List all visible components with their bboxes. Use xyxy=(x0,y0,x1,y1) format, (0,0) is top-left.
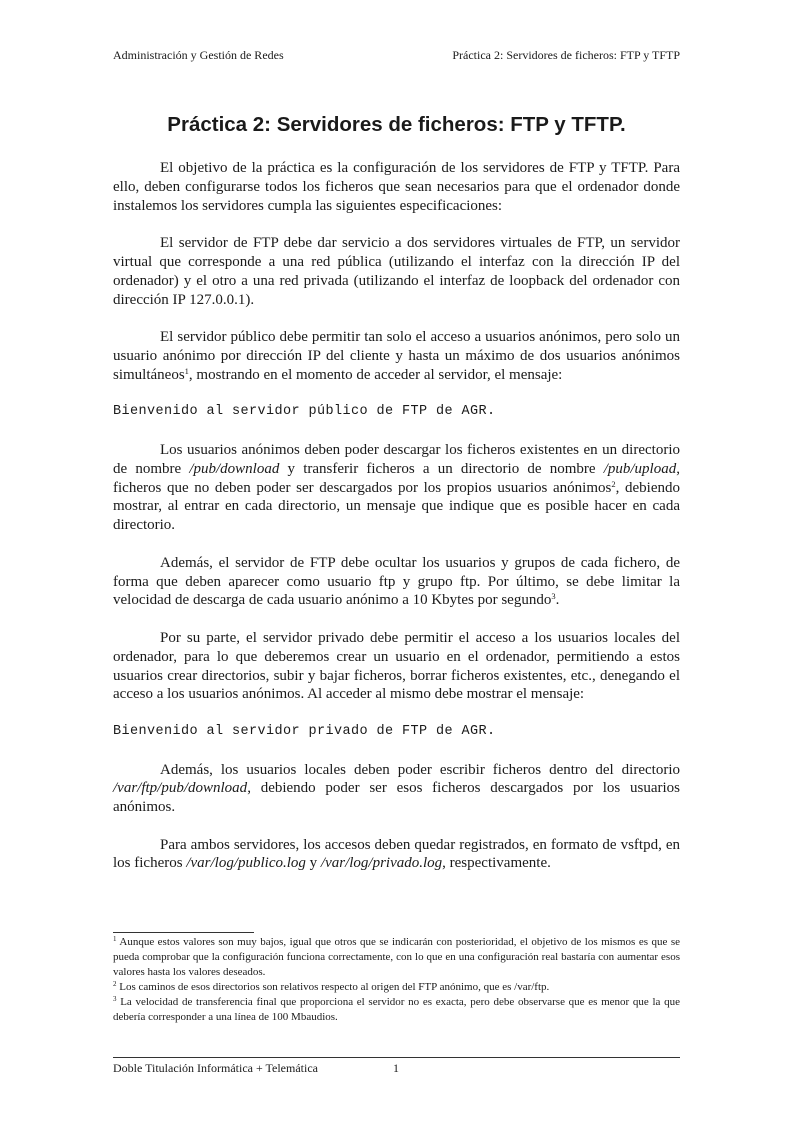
header-course: Administración y Gestión de Redes xyxy=(113,48,284,62)
paragraph-local-users: Además, los usuarios locales deben poder escribir ficheros dentro del directorio /var/ftp/pub/download, debiendo poder ser esos ficheros descargados por los usuarios anónimos. xyxy=(113,761,680,816)
paragraph-private-server: Por su parte, el servidor privado debe permitir el acceso a los usuarios locales del ordenador, para lo que deberemos crear un usuario en el ordenador, permitiendo a estos usuarios crear directorios, subir y bajar ficheros, borrar ficheros existentes, etc., denegando el acceso a los usuarios anónimos. Al acceder al mismo debe mostrar el mensaje: xyxy=(113,629,680,703)
footer-separator xyxy=(113,1057,680,1058)
paragraph-logging: Para ambos servidores, los accesos deben quedar registrados, en formato de vsftpd, en los ficheros /var/log/publico.log y /var/log/privado.log, respectivamente. xyxy=(113,836,680,872)
page-footer xyxy=(113,1061,680,1075)
footnote-3: $^3$ La velocidad de transferencia final que proporciona el servidor no es exacta, pero debe observarse que es menor que la que debería corresponder a una línea de 100 Mbaudios. xyxy=(113,995,680,1023)
footnote-ref-1: 1 xyxy=(184,365,189,376)
page-number: 1 xyxy=(393,1061,399,1075)
paragraph-public-server: El servidor público debe permitir tan solo el acceso a usuarios anónimos, pero solo un usuario anónimo por dirección IP del cliente y hasta un máximo de dos usuarios anónimos simultáneos$^1$, mostrando en el momento de acceder al servidor, el mensaje: xyxy=(113,329,680,383)
private-welcome-message: Bienvenido al servidor privado de FTP de AGR. xyxy=(113,723,496,739)
header-practice: Práctica 2: Servidores de ficheros: FTP y TFTP xyxy=(452,48,680,62)
paragraph-objective: El objetivo de la práctica es la configuración de los servidores de FTP y TFTP. Para ello, deben configurarse todos los ficheros que sean necesarios para que el ordenador donde instalemos los servidores cumpla las siguientes especificaciones: xyxy=(113,160,680,214)
document-title: Práctica 2: Servidores de ficheros: FTP y TFTP. xyxy=(167,113,626,136)
document-body xyxy=(113,159,680,892)
paragraph-hide-users: Además, el servidor de FTP debe ocultar los usuarios y grupos de cada fichero, de forma que deben aparecer como usuario ftp y grupo ftp. Por último, se debe limitar la velocidad de descarga de cada usuario anónimo a 10 Kbytes por segundo$^3$. xyxy=(113,554,680,609)
footnote-ref-2: 2 xyxy=(611,478,616,489)
footnote-2: $^2$ Los caminos de esos directorios son relativos respecto al origen del FTP anónimo, que es /var/ftp. xyxy=(113,980,550,993)
footnote-separator xyxy=(113,932,254,933)
footer-degree: Doble Titulación Informática + Telemática xyxy=(113,1061,318,1075)
dir-pub-download: /pub/download xyxy=(189,460,280,477)
paragraph-anonymous-dirs: Los usuarios anónimos deben poder descargar los ficheros existentes en un directorio de nombre /pub/download y transferir ficheros a un directorio de nombre /pub/upload, ficheros que no deben poder ser descargados por los propios usuarios anónimos$^2$, debiendo mostrar, al entrar en cada directorio, un mensaje que indique que es posible hacer en cada directorio. xyxy=(113,441,680,534)
footnote-ref-3: 3 xyxy=(551,591,556,602)
document-page xyxy=(113,0,680,1122)
paragraph-virtual-servers: El servidor de FTP debe dar servicio a dos servidores virtuales de FTP, un servidor virtual que corresponde a una red pública (utilizando el interfaz con la dirección IP del ordenador) y el otro a una red privada (utilizando el interfaz de loopback del ordenador con dirección IP 127.0.0.1). xyxy=(113,235,680,308)
footnotes xyxy=(113,935,680,1025)
dir-pub-upload: /pub/upload xyxy=(603,460,677,477)
public-welcome-message: Bienvenido al servidor público de FTP de AGR. xyxy=(113,404,496,420)
log-publico: /var/log/publico.log xyxy=(186,855,306,872)
dir-var-ftp-pub-download: /var/ftp/pub/download xyxy=(113,780,248,797)
log-privado: /var/log/privado.log xyxy=(320,855,443,872)
footnote-1: $^1$ Aunque estos valores son muy bajos, igual que otros que se indicarán con posterioridad, el objetivo de los mismos es que se pueda comprobar que la configuración funciona correctamente, con lo que en una configuración real bastaría con aumentar esos valores hasta los valores deseados. xyxy=(113,935,680,978)
